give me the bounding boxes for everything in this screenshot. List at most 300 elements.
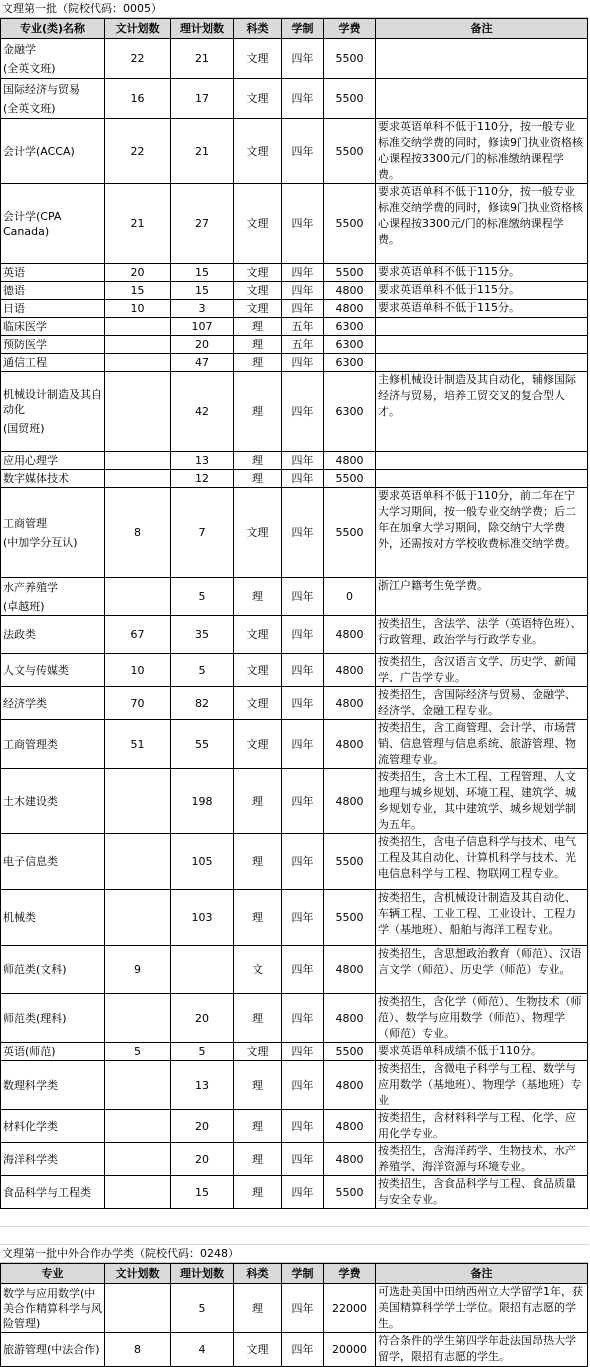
header-wen: 文计划数 [105,19,171,39]
major-name: 预防医学 [3,338,47,351]
xuefei-cell: 6300 [324,372,376,452]
li-plan-cell: 20 [171,1143,234,1176]
li-plan-cell: 20 [171,336,234,354]
header-xuezhi: 学制 [282,1264,324,1284]
wen-plan-cell: 10 [105,300,171,318]
major-name: 英语 [3,266,25,279]
xuezhi-cell: 四年 [282,994,324,1043]
section2-table [0,1263,588,1367]
kelei-cell: 理 [234,1110,282,1143]
note-cell [376,318,588,336]
note-cell [376,336,588,354]
major-name: 数理科学类 [3,1078,58,1092]
xuezhi-cell: 四年 [282,720,324,769]
li-plan-cell: 5 [171,1043,234,1061]
wen-plan-cell: 5 [105,1043,171,1061]
major-name-cell [1,994,105,1043]
li-plan-cell: 105 [171,834,234,890]
major-subname: (国贸班) [3,422,45,435]
major-name: 师范类(理科) [3,1011,67,1025]
header-name: 专业 [1,1264,105,1284]
xuefei-cell: 22000 [324,1284,376,1333]
xuezhi-cell: 五年 [282,336,324,354]
major-name-cell [1,1143,105,1176]
section1-title: 文理第一批（院校代码：0005） [2,2,162,15]
major-name-cell [1,354,105,372]
xuezhi-cell: 四年 [282,452,324,470]
xuezhi-cell: 四年 [282,264,324,282]
table-row [1,282,588,300]
kelei-cell: 文理 [234,1333,282,1367]
wen-plan-cell [105,318,171,336]
wen-plan-cell: 8 [105,1333,171,1367]
table-row [1,264,588,282]
xuezhi-cell: 四年 [282,300,324,318]
note-cell: 按类招生，含电子信息科学与技术、电气工程及其自动化、计算机科学与技术、光电信息科学与工程、物联网工程专业。 [376,834,588,890]
wen-plan-cell [105,890,171,946]
xuefei-cell: 4800 [324,946,376,994]
major-name-cell [1,890,105,946]
li-plan-cell: 13 [171,452,234,470]
table-row [1,354,588,372]
li-plan-cell: 42 [171,372,234,452]
xuefei-cell: 5500 [324,184,376,264]
major-name: 师范类(文科) [3,963,67,976]
table-row [1,1284,588,1333]
note-cell: 按类招生，含思想政治教育（师范）、汉语言文学（师范）、历史学（师范）专业。 [376,946,588,994]
xuefei-cell: 20000 [324,1333,376,1367]
note-cell: 可选赴美国中田纳西州立大学留学1年，获美国精算科学学士学位。限招有志愿的学生。 [376,1284,588,1333]
xuefei-cell: 4800 [324,720,376,769]
li-plan-cell: 82 [171,687,234,720]
table-row [1,470,588,488]
kelei-cell: 文 [234,946,282,994]
kelei-cell: 文理 [234,687,282,720]
header-li: 理计划数 [171,19,234,39]
note-cell: 要求英语单科不低于115分。 [376,264,588,282]
wen-plan-cell [105,578,171,616]
li-plan-cell: 5 [171,1284,234,1333]
table-row [1,994,588,1043]
major-name: 数学与应用数学(中美合作精算科学与风险管理) [3,1286,102,1330]
xuezhi-cell: 四年 [282,578,324,616]
xuefei-cell: 4800 [324,769,376,834]
li-plan-cell: 5 [171,654,234,687]
table-row [1,1110,588,1143]
kelei-cell: 理 [234,769,282,834]
xuefei-cell: 4800 [324,1143,376,1176]
xuezhi-cell: 四年 [282,687,324,720]
xuezhi-cell: 四年 [282,1143,324,1176]
note-cell: 要求英语单科不低于115分。 [376,300,588,318]
header-note: 备注 [376,19,588,39]
major-name: 法政类 [3,628,36,641]
xuezhi-cell: 四年 [282,946,324,994]
li-plan-cell: 3 [171,300,234,318]
kelei-cell: 理 [234,1143,282,1176]
section1-title-row [0,0,589,18]
kelei-cell: 文理 [234,264,282,282]
table-row [1,488,588,578]
wen-plan-cell [105,834,171,890]
xuezhi-cell: 四年 [282,654,324,687]
xuefei-cell: 5500 [324,834,376,890]
kelei-cell: 文理 [234,282,282,300]
major-name: 土木建设类 [3,794,58,808]
major-name: 会计学(ACCA) [3,144,75,158]
major-name-cell [1,79,105,119]
header-xuefei: 学费 [324,19,376,39]
major-subname: (中加学分互认) [3,535,78,549]
xuezhi-cell: 四年 [282,1284,324,1333]
xuefei-cell: 5500 [324,79,376,119]
li-plan-cell: 15 [171,264,234,282]
table-row [1,769,588,834]
xuezhi-cell: 四年 [282,372,324,452]
major-name-cell [1,769,105,834]
li-plan-cell: 55 [171,720,234,769]
wen-plan-cell: 16 [105,79,171,119]
li-plan-cell: 20 [171,1110,234,1143]
note-cell [376,39,588,79]
wen-plan-cell: 51 [105,720,171,769]
wen-plan-cell: 15 [105,282,171,300]
xuezhi-cell: 四年 [282,834,324,890]
xuezhi-cell: 四年 [282,1110,324,1143]
table-row [1,1061,588,1110]
li-plan-cell: 20 [171,994,234,1043]
kelei-cell: 文理 [234,184,282,264]
table-row [1,1143,588,1176]
major-name-cell [1,39,105,79]
kelei-cell: 理 [234,1176,282,1209]
note-cell: 按类招生，含汉语言文学、历史学、新闻学、广告学专业。 [376,654,588,687]
major-name: 海洋科学类 [3,1152,58,1166]
xuefei-cell: 4800 [324,452,376,470]
note-cell: 按类招生，含食品科学与工程、食品质量与安全专业。 [376,1176,588,1209]
note-cell: 按类招生，含土木工程、工程管理、人文地理与城乡规划、环境工程、建筑学、城乡规划专业，其中建筑学、城乡规划学制为五年。 [376,769,588,834]
note-cell: 要求英语单科不低于110分，按一般专业标准交纳学费的同时，修读9门执业资格核心课程按3300元/门的标准缴纳课程学费。 [376,119,588,184]
xuezhi-cell: 四年 [282,470,324,488]
table-row [1,300,588,318]
xuefei-cell: 6300 [324,318,376,336]
xuefei-cell: 6300 [324,354,376,372]
header-name: 专业(类)名称 [1,19,105,39]
major-name-cell [1,184,105,264]
wen-plan-cell [105,336,171,354]
table-row [1,720,588,769]
xuefei-cell: 5500 [324,264,376,282]
major-name: 水产养殖学 [3,580,58,594]
li-plan-cell: 21 [171,119,234,184]
table-row [1,654,588,687]
major-subname: (全英文班) [3,61,56,75]
major-name-cell [1,300,105,318]
major-name: 人文与传媒类 [3,663,69,677]
li-plan-cell: 198 [171,769,234,834]
note-cell: 按类招生，含材料科学与工程、化学、应用化学专业。 [376,1110,588,1143]
li-plan-cell: 35 [171,616,234,654]
major-name: 金融学 [3,42,36,56]
note-cell: 要求英语单科不低于115分。 [376,282,588,300]
li-plan-cell: 13 [171,1061,234,1110]
major-name-cell [1,119,105,184]
wen-plan-cell [105,470,171,488]
major-name-cell [1,834,105,890]
wen-plan-cell [105,994,171,1043]
header-xuefei: 学费 [324,1264,376,1284]
kelei-cell: 理 [234,834,282,890]
xuefei-cell: 0 [324,578,376,616]
xuezhi-cell: 四年 [282,1043,324,1061]
xuefei-cell: 4800 [324,1061,376,1110]
kelei-cell: 理 [234,1284,282,1333]
kelei-cell: 理 [234,578,282,616]
table-row [1,1333,588,1367]
li-plan-cell: 47 [171,354,234,372]
major-name-cell [1,264,105,282]
li-plan-cell [171,946,234,994]
kelei-cell: 文理 [234,654,282,687]
xuezhi-cell: 四年 [282,119,324,184]
wen-plan-cell [105,1143,171,1176]
li-plan-cell: 5 [171,578,234,616]
major-name: 临床医学 [3,320,47,333]
wen-plan-cell [105,372,171,452]
major-name: 工商管理 [3,516,47,530]
major-name: 数字媒体技术 [3,472,69,485]
kelei-cell: 文理 [234,616,282,654]
major-name-cell [1,720,105,769]
kelei-cell: 理 [234,372,282,452]
xuezhi-cell: 四年 [282,616,324,654]
li-plan-cell: 15 [171,282,234,300]
note-cell: 按类招生，含机械设计制造及其自动化、车辆工程、工业工程、工业设计、工程力学（基地班）、船舶与海洋工程专业。 [376,890,588,946]
kelei-cell: 理 [234,354,282,372]
major-name: 英语(师范) [3,1045,56,1058]
note-cell: 按类招生，含化学（师范）、生物技术（师范）、数学与应用数学（师范）、物理学（师范）专业。 [376,994,588,1043]
major-name-cell [1,946,105,994]
xuefei-cell: 5500 [324,119,376,184]
major-name-cell [1,1110,105,1143]
kelei-cell: 理 [234,318,282,336]
kelei-cell: 理 [234,890,282,946]
xuefei-cell: 4800 [324,1110,376,1143]
wen-plan-cell: 22 [105,39,171,79]
table-row [1,1043,588,1061]
xuefei-cell: 5500 [324,890,376,946]
xuezhi-cell: 四年 [282,1333,324,1367]
major-name-cell [1,654,105,687]
note-cell: 按类招生，含国际经济与贸易、金融学、经济学、金融工程专业。 [376,687,588,720]
header-note: 备注 [376,1264,588,1284]
header-kelei: 科类 [234,19,282,39]
xuezhi-cell: 四年 [282,1061,324,1110]
li-plan-cell: 4 [171,1333,234,1367]
major-name-cell [1,1284,105,1333]
wen-plan-cell: 9 [105,946,171,994]
table-row [1,452,588,470]
wen-plan-cell [105,1284,171,1333]
li-plan-cell: 12 [171,470,234,488]
wen-plan-cell: 70 [105,687,171,720]
wen-plan-cell [105,1061,171,1110]
kelei-cell: 理 [234,994,282,1043]
note-cell [376,354,588,372]
section2-title-row [0,1245,589,1263]
major-name: 机械类 [3,911,36,924]
xuezhi-cell: 四年 [282,890,324,946]
major-name-cell [1,1061,105,1110]
note-cell: 要求英语单科不低于110分，按一般专业标准交纳学费的同时，修读9门执业资格核心课程按3300元/门的标准缴纳课程学费。 [376,184,588,264]
wen-plan-cell: 67 [105,616,171,654]
xuezhi-cell: 四年 [282,488,324,578]
wen-plan-cell: 21 [105,184,171,264]
major-name-cell [1,282,105,300]
major-name: 电子信息类 [3,855,58,868]
li-plan-cell: 107 [171,318,234,336]
major-name: 旅游管理(中法合作) [3,1343,100,1356]
note-cell: 按类招生，含微电子科学与工程、数学与应用数学（基地班）、物理学（基地班）专业 [376,1061,588,1110]
major-name-cell [1,318,105,336]
xuezhi-cell: 四年 [282,79,324,119]
xuezhi-cell: 四年 [282,354,324,372]
major-name: 日语 [3,302,25,315]
kelei-cell: 理 [234,336,282,354]
major-name: 食品科学与工程类 [3,1185,91,1199]
xuefei-cell: 5500 [324,1043,376,1061]
major-name-cell [1,687,105,720]
header-li: 理计划数 [171,1264,234,1284]
section1-table [0,18,588,1209]
xuezhi-cell: 四年 [282,184,324,264]
table-row [1,119,588,184]
wen-plan-cell: 8 [105,488,171,578]
xuezhi-cell: 四年 [282,39,324,79]
xuefei-cell: 4800 [324,994,376,1043]
section2-title: 文理第一批中外合作办学类（院校代码：0248） [2,1247,239,1260]
xuefei-cell: 5500 [324,488,376,578]
li-plan-cell: 17 [171,79,234,119]
kelei-cell: 理 [234,452,282,470]
xuezhi-cell: 四年 [282,769,324,834]
xuefei-cell: 4800 [324,300,376,318]
major-subname: (卓越班) [3,599,45,613]
major-name-cell [1,488,105,578]
major-name-cell [1,336,105,354]
major-name: 国际经济与贸易 [3,82,80,96]
kelei-cell: 文理 [234,300,282,318]
major-name-cell [1,1333,105,1367]
table-row [1,318,588,336]
header-kelei: 科类 [234,1264,282,1284]
major-name-cell [1,452,105,470]
table-row [1,687,588,720]
table-row [1,184,588,264]
note-cell: 主修机械设计制造及其自动化，辅修国际经济与贸易，培养工贸交叉的复合型人才。 [376,372,588,452]
major-name-cell [1,578,105,616]
major-name: 应用心理学 [3,454,58,467]
wen-plan-cell: 20 [105,264,171,282]
xuefei-cell: 4800 [324,687,376,720]
li-plan-cell: 21 [171,39,234,79]
table-row [1,946,588,994]
wen-plan-cell [105,769,171,834]
kelei-cell: 理 [234,470,282,488]
empty-row [0,1209,589,1227]
kelei-cell: 文理 [234,79,282,119]
table-row [1,890,588,946]
major-name: 材料化学类 [3,1119,58,1133]
xuezhi-cell: 四年 [282,1176,324,1209]
xuezhi-cell: 四年 [282,282,324,300]
kelei-cell: 理 [234,1061,282,1110]
major-name-cell [1,616,105,654]
table-row [1,834,588,890]
empty-row [0,1227,589,1245]
kelei-cell: 文理 [234,119,282,184]
major-name-cell [1,372,105,452]
xuefei-cell: 4800 [324,282,376,300]
major-name-cell [1,470,105,488]
kelei-cell: 文理 [234,1043,282,1061]
major-name: 机械设计制造及其自动化 [3,388,102,416]
wen-plan-cell: 10 [105,654,171,687]
li-plan-cell: 7 [171,488,234,578]
major-name: 工商管理类 [3,737,58,751]
header-wen: 文计划数 [105,1264,171,1284]
note-cell: 要求英语单科不低于110分，前二年在宁大学习期间，按一般专业交纳学费；后二年在加拿大学习期间，除交纳宁大学费外，还需按对方学校收费标准交纳学费。 [376,488,588,578]
major-subname: (全英文班) [3,101,56,115]
table-row [1,1176,588,1209]
wen-plan-cell [105,1110,171,1143]
li-plan-cell: 103 [171,890,234,946]
table-row [1,616,588,654]
wen-plan-cell [105,452,171,470]
xuefei-cell: 5500 [324,39,376,79]
section1-header-row [1,19,588,39]
header-xuezhi: 学制 [282,19,324,39]
table-row [1,39,588,79]
major-name: 会计学(CPA Canada) [3,209,62,238]
note-cell: 按类招生，含法学、法学（英语特色班）、行政管理、政治学与行政学专业。 [376,616,588,654]
note-cell: 浙江户籍考生免学费。 [376,578,588,616]
kelei-cell: 文理 [234,39,282,79]
xuezhi-cell: 五年 [282,318,324,336]
wen-plan-cell [105,354,171,372]
table-row [1,336,588,354]
xuefei-cell: 6300 [324,336,376,354]
note-cell: 要求英语单科成绩不低于110分。 [376,1043,588,1061]
major-name: 通信工程 [3,356,47,369]
table-row [1,372,588,452]
note-cell [376,470,588,488]
li-plan-cell: 27 [171,184,234,264]
note-cell: 按类招生，含工商管理、会计学、市场营销、信息管理与信息系统、旅游管理、物流管理专业。 [376,720,588,769]
major-name: 德语 [3,284,25,297]
major-name-cell [1,1176,105,1209]
xuefei-cell: 5500 [324,470,376,488]
note-cell [376,79,588,119]
note-cell: 符合条件的学生第四学年赴法国昂热大学留学，限招有志愿的学生。 [376,1333,588,1367]
kelei-cell: 文理 [234,720,282,769]
xuefei-cell: 5500 [324,1176,376,1209]
xuefei-cell: 4800 [324,654,376,687]
note-cell [376,452,588,470]
wen-plan-cell [105,1176,171,1209]
table-row [1,79,588,119]
li-plan-cell: 15 [171,1176,234,1209]
